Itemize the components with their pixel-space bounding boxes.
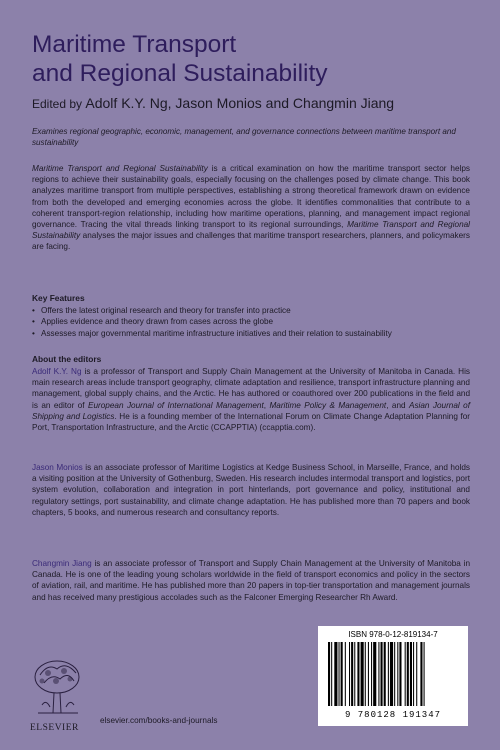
- barcode-bar: [384, 642, 386, 706]
- book-description: [32, 163, 470, 253]
- barcode-bar: [390, 642, 393, 706]
- description-part-2: analyses the major issues and challenges that maritime transport researchers, planners, and policymakers are facing.: [32, 231, 470, 252]
- barcode-bar: [397, 642, 398, 706]
- book-title: [32, 30, 472, 88]
- barcode-bar: [413, 642, 414, 706]
- barcode-bar: [394, 642, 395, 706]
- title-line-2: and Regional Sustainability: [32, 60, 328, 87]
- editor-bio-jiang: [32, 558, 470, 603]
- about-editors-heading: About the editors: [32, 354, 102, 364]
- barcode-bar: [331, 642, 332, 706]
- bio-separator: ,: [263, 400, 270, 410]
- isbn-label: ISBN 978-0-12-819134-7: [348, 630, 438, 639]
- book-title-ref: Maritime Transport and Regional Sustainability: [32, 220, 470, 241]
- barcode-digits: 9 780128 191347: [344, 710, 441, 720]
- key-feature-text: Offers the latest original research and theory for transfer into practice: [41, 306, 291, 315]
- key-feature-text: Applies evidence and theory drawn from cases across the globe: [41, 317, 274, 327]
- editor-bio-ng: [32, 366, 470, 433]
- book-title-ref: Maritime Transport and Regional Sustainability: [32, 164, 208, 173]
- barcode-bar: [405, 642, 406, 706]
- barcode-icon: [326, 642, 460, 708]
- barcode-bar: [345, 642, 346, 706]
- barcode-bar: [420, 642, 422, 706]
- barcode-bar: [388, 642, 389, 706]
- barcode-bar: [354, 642, 355, 706]
- editor-name: Changmin Jiang: [32, 559, 92, 568]
- barcode-bar: [339, 642, 340, 706]
- barcode-bar: [381, 642, 383, 706]
- editors-prefix: Edited by: [32, 97, 83, 111]
- journal-title: Maritime Policy & Management: [269, 400, 387, 410]
- bio-text: is an associate professor of Transport and Supply Chain Management at the University of Manitoba in Canada. He is one of the leading young scholars worldwide in the field of transport economics and policy in the sectors of aviation, rail, and maritime. He has published more than 20 papers in top-tier transportation and management journals and has received many prestigious accolades such as the Falconer Emerging Researcher Rh Award.: [32, 559, 470, 602]
- barcode-bar: [407, 642, 409, 706]
- editors-line: [32, 95, 472, 111]
- bullet-icon: •: [32, 306, 35, 315]
- barcode-bar: [371, 642, 372, 706]
- bullet-icon: •: [32, 328, 35, 338]
- publisher-name: ELSEVIER: [30, 723, 79, 733]
- bio-text: . He is a founding member of the International Forum on Climate Change Adaptation Planning for Port, Transportation Infrastructure, and the Arctic (CCAPPTIA) (ccapptia.com).: [32, 411, 470, 433]
- editor-name: Jason Monios: [32, 463, 83, 472]
- barcode-bar: [365, 642, 366, 706]
- journal-title: European Journal of International Management: [88, 400, 264, 410]
- bullet-icon: •: [32, 317, 35, 327]
- key-feature-item: [32, 328, 472, 339]
- barcode-bar: [424, 642, 425, 706]
- barcode-bar: [368, 642, 369, 706]
- key-features-list: [32, 305, 472, 339]
- barcode-bar: [373, 642, 376, 706]
- bio-text: is an associate professor of Maritime Logistics at Kedge Business School, in Marseille, France, and holds a visiting position at the University of Gothenburg, Sweden. His research includes intermodal transport and logistics, port system evolution, collaboration and integration in port hinterlands, port governance and policy, institutional and regulatory settings, port sustainability, and climate change adaptation. He has published more than 70 papers and book chapters, 5 books, and numerous research and consultancy reports.: [32, 463, 470, 517]
- barcode-bar: [334, 642, 337, 706]
- barcode-bar: [410, 642, 412, 706]
- barcode-bar: [399, 642, 401, 706]
- barcode-bar: [351, 642, 353, 706]
- journal-title: Asian Journal of Shipping and Logistics: [32, 400, 470, 421]
- key-features-heading: Key Features: [32, 293, 85, 303]
- editor-name: Adolf K.Y. Ng: [32, 367, 82, 376]
- barcode-bar: [378, 642, 379, 706]
- barcode-bar: [357, 642, 359, 706]
- key-feature-text: Assesses major governmental maritime infrastructure initiatives and their relation to sustainability: [41, 328, 392, 338]
- barcode-bar: [349, 642, 350, 706]
- tagline: Examines regional geographic, economic, management, and governance connections between maritime transport and sustainability: [32, 127, 456, 147]
- key-feature-item: [32, 316, 472, 327]
- barcode-box: [318, 626, 468, 726]
- editor-bio-monios: [32, 462, 470, 518]
- editors-names: Adolf K.Y. Ng, Jason Monios and Changmin Jiang: [85, 95, 395, 111]
- publisher-website: elsevier.com/books-and-journals: [100, 716, 218, 725]
- bio-text: is a professor of Transport and Supply Chain Management at the University of Manitoba in Canada. His main research areas include transport geography, climate adaptation and resilience, transport infrastructure planning and management, global supply chains, and the Arctic. He has authored or coauthored over 200 publications in the field and is an editor of: [32, 367, 471, 410]
- barcode-bar: [416, 642, 417, 706]
- barcode-bar: [361, 642, 364, 706]
- description-part-1: is a critical examination on how the maritime transport sector helps regions to achieve their sustainability goals, especially focusing on the challenges posed by climate change. This book analyzes maritime transport from multiple perspectives, establishing a strong theoretical framework drawn on evidence from both the developed and emerging economies across the globe. It identifies commonalities that contribute to a coherent transport-region relationship, including how maritime operations, planning, and management impact regional governance. Tracing the vital threads linking transport to its regional surroundings,: [32, 164, 470, 230]
- title-line-1: Maritime Transport: [32, 31, 237, 58]
- barcode-bar: [328, 642, 330, 706]
- barcode-bar: [341, 642, 343, 706]
- key-feature-item: [32, 305, 472, 316]
- bio-separator: , and: [386, 400, 409, 410]
